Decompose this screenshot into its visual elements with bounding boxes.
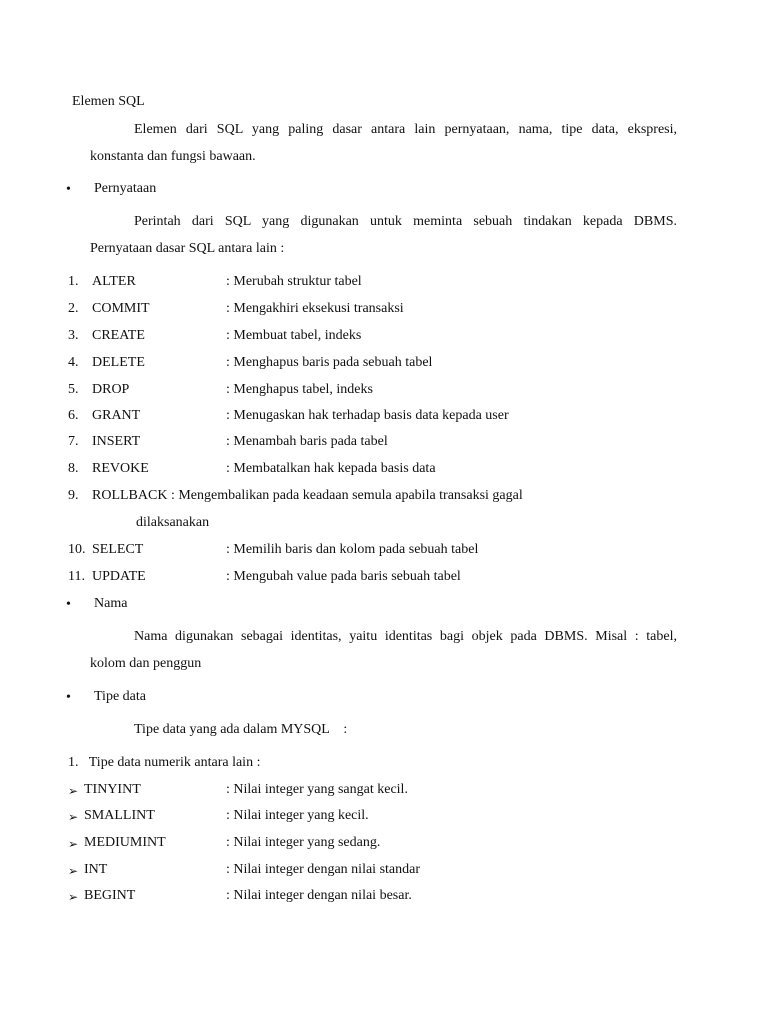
page-title: Elemen SQL	[72, 94, 145, 109]
command-name: GRANT	[92, 408, 141, 423]
command-desc: : Menghapus tabel, indeks	[226, 382, 373, 397]
type-name: TINYINT	[84, 782, 141, 797]
type-name: MEDIUMINT	[84, 835, 166, 850]
command-number: 4.	[68, 355, 79, 370]
command-desc: : Mengakhiri eksekusi transaksi	[226, 301, 404, 316]
numeric-heading: 1. Tipe data numerik antara lain :	[68, 755, 261, 770]
tipe-data-line-1: Tipe data yang ada dalam MYSQL :	[134, 722, 348, 737]
command-name: DROP	[92, 382, 130, 397]
type-name: SMALLINT	[84, 808, 155, 823]
section-heading-pernyataan: Pernyataan	[94, 181, 157, 196]
command-desc: : Membatalkan hak kepada basis data	[226, 461, 436, 476]
bullet-pernyataan: •	[66, 182, 71, 197]
type-desc: : Nilai integer yang sedang.	[226, 835, 381, 850]
type-name: BEGINT	[84, 888, 136, 903]
command-number: 8.	[68, 461, 79, 476]
command-desc: : Membuat tabel, indeks	[226, 328, 362, 343]
type-desc: : Nilai integer yang kecil.	[226, 808, 369, 823]
command-name: INSERT	[92, 434, 141, 449]
command-name: ALTER	[92, 274, 136, 289]
command-number: 5.	[68, 382, 79, 397]
arrow-icon: ➢	[68, 810, 79, 824]
bullet-tipe-data: •	[66, 690, 71, 705]
command-number: 3.	[68, 328, 79, 343]
intro-line-1: Elemen dari SQL yang paling dasar antara lain pernyataan, nama, tipe data, ekspresi,	[134, 122, 677, 137]
command-name: UPDATE	[92, 569, 146, 584]
pernyataan-line-1: Perintah dari SQL yang digunakan untuk meminta sebuah tindakan kepada DBMS.	[134, 214, 677, 229]
command-number: 6.	[68, 408, 79, 423]
command-number: 2.	[68, 301, 79, 316]
arrow-icon: ➢	[68, 837, 79, 851]
command-number: 9.	[68, 488, 79, 503]
command-number: 1.	[68, 274, 79, 289]
bullet-nama: •	[66, 597, 71, 612]
command-name: REVOKE	[92, 461, 149, 476]
rollback-line-1: ROLLBACK : Mengembalikan pada keadaan semula apabila transaksi gagal	[92, 488, 523, 503]
pernyataan-line-2: Pernyataan dasar SQL antara lain :	[90, 241, 285, 256]
command-name: SELECT	[92, 542, 144, 557]
command-number: 10.	[68, 542, 86, 557]
arrow-icon: ➢	[68, 890, 79, 904]
command-name: DELETE	[92, 355, 145, 370]
command-desc: : Menghapus baris pada sebuah tabel	[226, 355, 433, 370]
rollback-line-2: dilaksanakan	[136, 515, 210, 530]
type-desc: : Nilai integer dengan nilai besar.	[226, 888, 412, 903]
type-desc: : Nilai integer yang sangat kecil.	[226, 782, 408, 797]
command-desc: : Merubah struktur tabel	[226, 274, 362, 289]
command-number: 7.	[68, 434, 79, 449]
command-desc: : Mengubah value pada baris sebuah tabel	[226, 569, 461, 584]
command-name: COMMIT	[92, 301, 150, 316]
type-name: INT	[84, 862, 108, 877]
command-desc: : Menugaskan hak terhadap basis data kepada user	[226, 408, 509, 423]
section-heading-nama: Nama	[94, 596, 128, 611]
section-heading-tipe-data: Tipe data	[94, 689, 146, 704]
command-desc: : Menambah baris pada tabel	[226, 434, 388, 449]
command-number: 11.	[68, 569, 85, 584]
nama-line-2: kolom dan penggun	[90, 656, 202, 671]
arrow-icon: ➢	[68, 784, 79, 798]
arrow-icon: ➢	[68, 864, 79, 878]
command-desc: : Memilih baris dan kolom pada sebuah tabel	[226, 542, 479, 557]
type-desc: : Nilai integer dengan nilai standar	[226, 862, 420, 877]
nama-line-1: Nama digunakan sebagai identitas, yaitu identitas bagi objek pada DBMS. Misal : tabel,	[134, 629, 677, 644]
command-name: CREATE	[92, 328, 145, 343]
intro-line-2: konstanta dan fungsi bawaan.	[90, 149, 256, 164]
